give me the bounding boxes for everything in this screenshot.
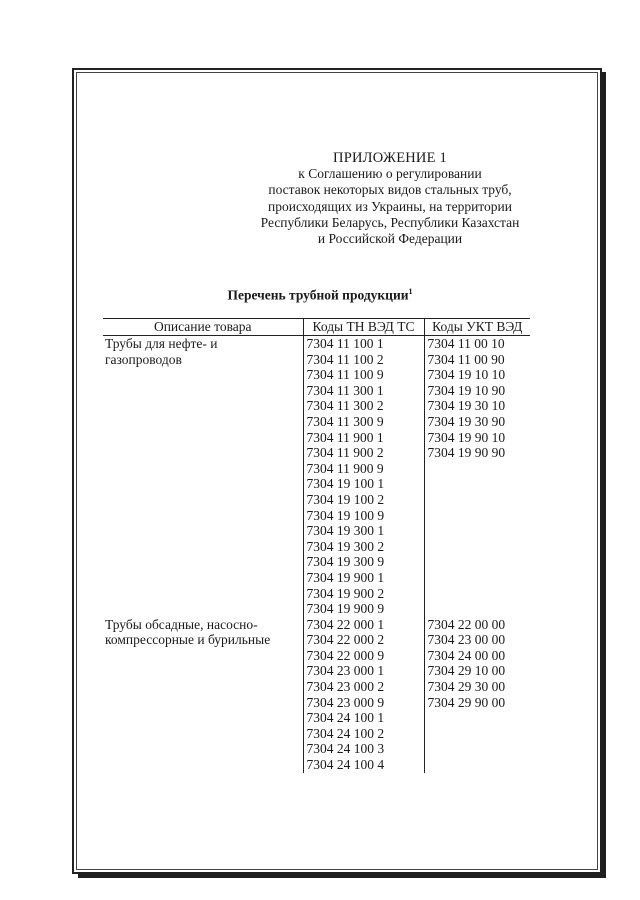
description-cell: Трубы для нефте- и bbox=[105, 336, 218, 351]
description-cell bbox=[103, 430, 303, 446]
table-row bbox=[103, 539, 530, 555]
appendix-block bbox=[220, 150, 560, 247]
table-row bbox=[103, 367, 530, 383]
ukt-ved-code-cell: 7304 11 00 10 bbox=[424, 336, 530, 352]
description-cell bbox=[103, 539, 303, 555]
ukt-ved-code-cell: 7304 29 30 00 bbox=[424, 679, 530, 695]
ukt-ved-code-cell bbox=[424, 461, 530, 477]
header-ukt-ved: Коды УКТ ВЭД bbox=[424, 319, 530, 336]
tn-ved-code-cell: 7304 11 900 9 bbox=[303, 461, 424, 477]
table-row bbox=[103, 414, 530, 430]
ukt-ved-code-cell: 7304 19 90 90 bbox=[424, 445, 530, 461]
ukt-ved-code-cell bbox=[424, 492, 530, 508]
description-cell bbox=[103, 367, 303, 383]
ukt-ved-code-cell bbox=[424, 523, 530, 539]
description-cell bbox=[103, 741, 303, 757]
table-row bbox=[103, 726, 530, 742]
table-row bbox=[103, 695, 530, 711]
page-shadow-right bbox=[600, 72, 606, 878]
description-cell bbox=[103, 695, 303, 711]
table-row bbox=[103, 663, 530, 679]
tn-ved-code-cell: 7304 23 000 1 bbox=[303, 663, 424, 679]
ukt-ved-code-cell bbox=[424, 710, 530, 726]
table-row bbox=[103, 523, 530, 539]
ukt-ved-code-cell bbox=[424, 726, 530, 742]
list-title bbox=[200, 287, 440, 304]
tn-ved-code-cell: 7304 19 900 1 bbox=[303, 570, 424, 586]
ukt-ved-code-cell bbox=[424, 601, 530, 617]
ukt-ved-code-cell: 7304 19 90 10 bbox=[424, 430, 530, 446]
tn-ved-code-cell: 7304 11 300 1 bbox=[303, 383, 424, 399]
tn-ved-code-cell: 7304 19 300 1 bbox=[303, 523, 424, 539]
tn-ved-code-cell: 7304 24 100 3 bbox=[303, 741, 424, 757]
description-cell bbox=[103, 414, 303, 430]
tn-ved-code-cell: 7304 11 900 1 bbox=[303, 430, 424, 446]
table-row bbox=[103, 757, 530, 773]
table-row bbox=[103, 508, 530, 524]
page-shadow-bottom bbox=[78, 872, 606, 878]
table-row bbox=[103, 336, 530, 352]
tn-ved-code-cell: 7304 19 300 2 bbox=[303, 539, 424, 555]
list-title-text: Перечень трубной продукции bbox=[227, 287, 409, 303]
table-row bbox=[103, 710, 530, 726]
tn-ved-code-cell: 7304 19 100 9 bbox=[303, 508, 424, 524]
appendix-line: Республики Беларусь, Республики Казахстан bbox=[260, 214, 520, 230]
tn-ved-code-cell: 7304 23 000 9 bbox=[303, 695, 424, 711]
table-row bbox=[103, 648, 530, 664]
table-row bbox=[103, 430, 530, 446]
description-cell bbox=[103, 601, 303, 617]
tn-ved-code-cell: 7304 22 000 2 bbox=[303, 632, 424, 648]
appendix-line: к Соглашению о регулировании bbox=[298, 166, 482, 182]
ukt-ved-code-cell bbox=[424, 741, 530, 757]
ukt-ved-code-cell: 7304 19 10 90 bbox=[424, 383, 530, 399]
ukt-ved-code-cell: 7304 19 30 10 bbox=[424, 398, 530, 414]
table-row bbox=[103, 741, 530, 757]
ukt-ved-code-cell: 7304 19 10 10 bbox=[424, 367, 530, 383]
table-row bbox=[103, 383, 530, 399]
ukt-ved-code-cell: 7304 24 00 00 bbox=[424, 648, 530, 664]
description-cell bbox=[103, 398, 303, 414]
description-cell bbox=[103, 648, 303, 664]
appendix-line: и Российской Федерации bbox=[317, 231, 463, 247]
description-cell bbox=[103, 586, 303, 602]
tn-ved-code-cell: 7304 11 100 9 bbox=[303, 367, 424, 383]
tn-ved-code-cell: 7304 19 900 9 bbox=[303, 601, 424, 617]
description-cell bbox=[103, 663, 303, 679]
ukt-ved-code-cell: 7304 29 10 00 bbox=[424, 663, 530, 679]
ukt-ved-code-cell: 7304 19 30 90 bbox=[424, 414, 530, 430]
description-cell bbox=[103, 492, 303, 508]
tn-ved-code-cell: 7304 24 100 4 bbox=[303, 757, 424, 773]
table-row bbox=[103, 554, 530, 570]
description-cell bbox=[103, 757, 303, 773]
description-cell bbox=[103, 523, 303, 539]
description-cell bbox=[103, 445, 303, 461]
description-cell bbox=[103, 570, 303, 586]
description-cell bbox=[103, 508, 303, 524]
tn-ved-code-cell: 7304 24 100 1 bbox=[303, 710, 424, 726]
product-codes-table bbox=[103, 318, 530, 773]
tn-ved-code-cell: 7304 23 000 2 bbox=[303, 679, 424, 695]
description-cell: газопроводов bbox=[105, 351, 182, 367]
tn-ved-code-cell: 7304 24 100 2 bbox=[303, 726, 424, 742]
tn-ved-code-cell: 7304 11 100 2 bbox=[303, 352, 424, 368]
description-cell: Трубы обсадные, насосно- bbox=[105, 616, 258, 632]
footnote-marker: 1 bbox=[408, 287, 413, 296]
description-cell bbox=[103, 554, 303, 570]
table-row bbox=[103, 476, 530, 492]
ukt-ved-code-cell bbox=[424, 508, 530, 524]
description-cell: компрессорные и бурильные bbox=[105, 632, 271, 648]
description-cell bbox=[103, 476, 303, 492]
tn-ved-code-cell: 7304 22 000 9 bbox=[303, 648, 424, 664]
description-cell bbox=[103, 710, 303, 726]
appendix-line: поставок некоторых видов стальных труб, bbox=[268, 182, 512, 198]
table-row bbox=[103, 679, 530, 695]
table-header-row bbox=[103, 319, 530, 336]
table-row bbox=[103, 445, 530, 461]
ukt-ved-code-cell bbox=[424, 586, 530, 602]
tn-ved-code-cell: 7304 19 900 2 bbox=[303, 586, 424, 602]
tn-ved-code-cell: 7304 22 000 1 bbox=[303, 617, 424, 633]
tn-ved-code-cell: 7304 11 300 9 bbox=[303, 414, 424, 430]
tn-ved-code-cell: 7304 11 100 1 bbox=[303, 336, 424, 352]
tn-ved-code-cell: 7304 19 100 1 bbox=[303, 476, 424, 492]
table-body bbox=[103, 336, 530, 773]
ukt-ved-code-cell bbox=[424, 476, 530, 492]
ukt-ved-code-cell: 7304 29 90 00 bbox=[424, 695, 530, 711]
tn-ved-code-cell: 7304 19 100 2 bbox=[303, 492, 424, 508]
description-cell bbox=[103, 726, 303, 742]
table-row bbox=[103, 632, 530, 648]
ukt-ved-code-cell: 7304 22 00 00 bbox=[424, 617, 530, 633]
table-row bbox=[103, 492, 530, 508]
table-row bbox=[103, 617, 530, 633]
tn-ved-code-cell: 7304 11 900 2 bbox=[303, 445, 424, 461]
appendix-line: происходящих из Украины, на территории bbox=[268, 198, 512, 214]
table-row bbox=[103, 398, 530, 414]
ukt-ved-code-cell bbox=[424, 757, 530, 773]
description-cell bbox=[103, 383, 303, 399]
table-row bbox=[103, 352, 530, 368]
ukt-ved-code-cell bbox=[424, 539, 530, 555]
table-row bbox=[103, 601, 530, 617]
ukt-ved-code-cell: 7304 11 00 90 bbox=[424, 352, 530, 368]
description-cell bbox=[103, 461, 303, 477]
header-description: Описание товара bbox=[103, 319, 303, 336]
header-tn-ved: Коды ТН ВЭД ТС bbox=[303, 319, 424, 336]
tn-ved-code-cell: 7304 11 300 2 bbox=[303, 398, 424, 414]
table-row bbox=[103, 461, 530, 477]
description-cell bbox=[103, 679, 303, 695]
table-row bbox=[103, 570, 530, 586]
ukt-ved-code-cell bbox=[424, 570, 530, 586]
appendix-heading: ПРИЛОЖЕНИЕ 1 bbox=[333, 150, 447, 166]
ukt-ved-code-cell: 7304 23 00 00 bbox=[424, 632, 530, 648]
tn-ved-code-cell: 7304 19 300 9 bbox=[303, 554, 424, 570]
ukt-ved-code-cell bbox=[424, 554, 530, 570]
table-row bbox=[103, 586, 530, 602]
